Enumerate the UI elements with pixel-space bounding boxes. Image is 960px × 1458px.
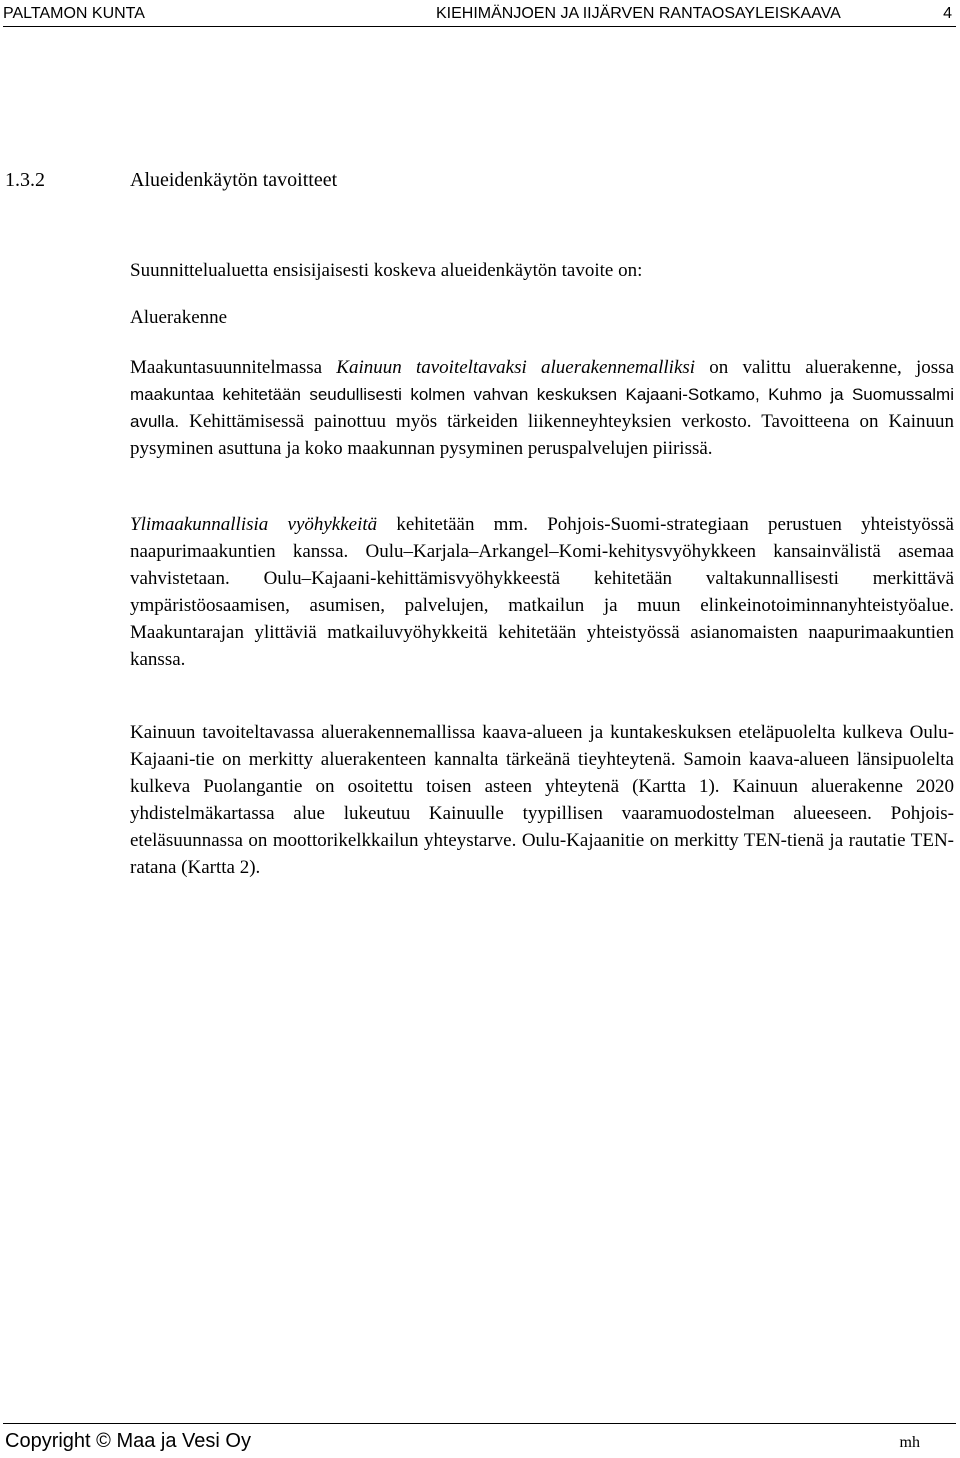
intro-text: Suunnittelualuetta ensisijaisesti koskeva alueidenkäytön tavoite on: xyxy=(130,260,643,281)
paragraph-1-rest: maakuntaa kehitetään seudullisesti kolmen vahvan keskuksen Kajaani-Sotkamo, Kuhmo ja Suomussalmi avulla. xyxy=(130,385,954,431)
paragraph-1-tail: Kehittämisessä painottuu myös tärkeiden liikenneyhteyksien verkosto. Tavoitteena on Kainuun pysyminen asuttuna ja koko maakunnan pysyminen peruspalvelujen piirissä. xyxy=(130,411,954,459)
page-footer xyxy=(3,1423,956,1454)
page-number: 4 xyxy=(943,5,952,22)
header-plan-title: KIEHIMÄNJOEN JA IIJÄRVEN RANTAOSAYLEISKAAVA xyxy=(436,5,841,22)
paragraph-2-emphasis: Ylimaakunnallisia vyöhykkeitä xyxy=(130,514,378,535)
paragraph-1-after-emphasis: on valittu aluerakenne, jossa xyxy=(695,357,954,378)
paragraph-2 xyxy=(130,511,954,673)
footer-initials: mh xyxy=(899,1434,920,1451)
section-number: 1.3.2 xyxy=(5,169,45,191)
page-header xyxy=(3,4,956,27)
paragraph-1-lead: Maakuntasuunnitelmassa xyxy=(130,357,337,378)
subheading: Aluerakenne xyxy=(130,307,228,328)
paragraph-3: Kainuun tavoiteltavassa aluerakennemallissa kaava-alueen ja kuntakeskuksen eteläpuolelta kulkeva Oulu-Kajaani-tie on merkitty aluerakenteen kannalta tärkeänä tieyhteytenä. Samoin kaava-alueen länsipuolelta kulkeva Puolangantie on osoitettu toisen asteen yhteytenä (Kartta 1). Kainuun aluerakenne 2020 yhdistelmäkartassa alue lukeutuu Kainuulle tyypillisen vaaramuodostelman alueeseen. Pohjois-eteläsuunnassa on moottorikelkkailun yhteystarve. Oulu-Kajaanitie on merkitty TEN-tienä ja rautatie TEN-ratana (Kartta 2). xyxy=(130,722,954,878)
paragraph-1-emphasis: Kainuun tavoiteltavaksi aluerakennemalliksi xyxy=(336,357,696,378)
header-municipality: PALTAMON KUNTA xyxy=(3,5,145,22)
paragraph-1 xyxy=(130,354,954,462)
footer-copyright: Copyright © Maa ja Vesi Oy xyxy=(5,1430,251,1452)
section-title: Alueidenkäytön tavoitteet xyxy=(130,169,338,191)
paragraph-2-text: kehitetään mm. Pohjois-Suomi-strategiaan perustuen yhteistyössä naapurimaakuntien kanssa. Oulu–Karjala–Arkangel–Komi-kehitysvyöhykkeen kansainvälistä asemaa vahvistetaan. Oulu–Kajaani-kehittämisvyöhykkeestä kehitetään valtakunnallisesti merkittävä ympäristöosaamisen, asumisen, palvelujen, matkailun ja muun elinkeinotoiminnanyhteistyöalue. Maakuntarajan ylittäviä matkailuvyöhykkeitä kehitetään yhteistyössä asianomaisten naapurimaakuntien kanssa. xyxy=(130,514,954,670)
